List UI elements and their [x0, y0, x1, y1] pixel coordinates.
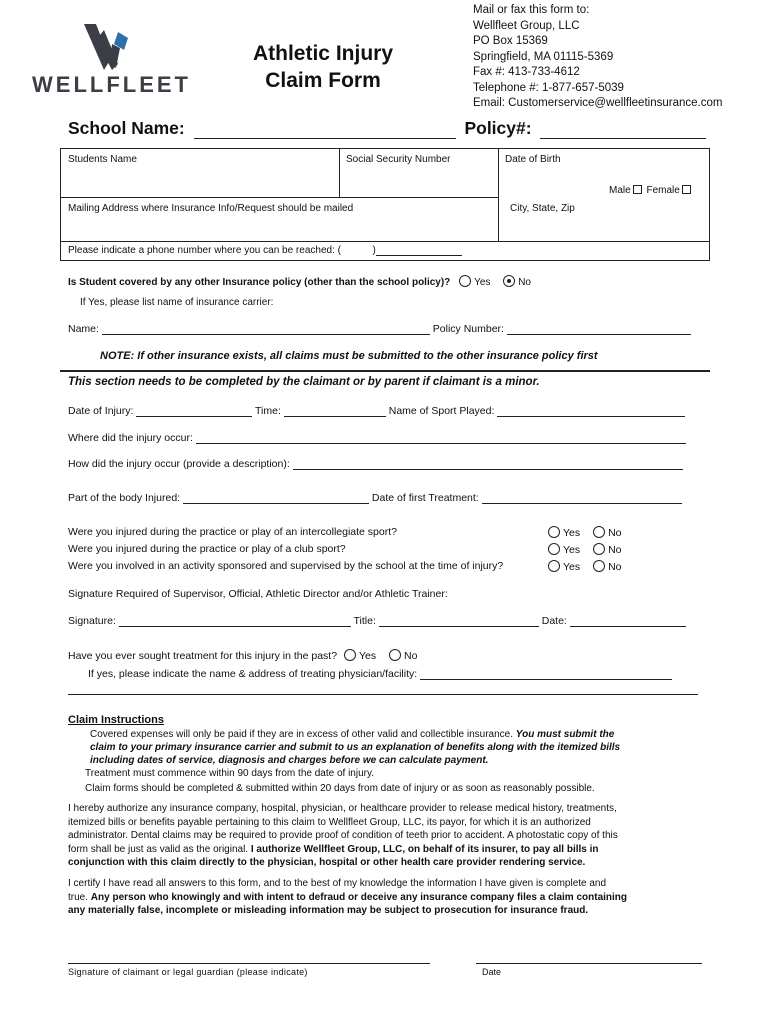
how-label: How did the injury occur (provide a description): [68, 458, 290, 470]
other-insurance-note: NOTE: If other insurance exists, all claims must be submitted to the other insurance policy first [100, 350, 598, 362]
certification-paragraph [68, 877, 704, 918]
q1-no-radio[interactable] [593, 526, 605, 538]
cert-bold-3: any materially false, incomplete or misleading information may be subject to prosecution for insurance fraud. [68, 905, 589, 916]
auth-line-3: administrator. Dental claims may be required to provide proof of condition of teeth prior to accident. A photostatic copy of this [68, 830, 618, 841]
date-of-injury-label: Date of Injury: [68, 405, 134, 417]
male-label: Male [609, 185, 631, 196]
mail-line: Wellfleet Group, LLC [473, 19, 580, 32]
logo [32, 22, 191, 97]
q-intercollegiate-options [548, 526, 622, 539]
q3-yes-radio[interactable] [548, 560, 560, 572]
other-insurance-row [68, 275, 531, 288]
name-label: Name: [68, 323, 99, 335]
other-insurance-yes-label: Yes [474, 277, 491, 288]
q3-yes-label: Yes [563, 561, 581, 573]
male-checkbox[interactable] [633, 185, 642, 194]
mail-info [473, 3, 722, 112]
body-part-field[interactable] [183, 503, 369, 504]
where-field[interactable] [196, 443, 686, 444]
school-name-label: School Name: [68, 118, 185, 138]
where-label: Where did the injury occur: [68, 432, 193, 444]
body-part-row [68, 492, 682, 504]
other-insurance-no-radio[interactable] [503, 275, 515, 287]
dob-cell[interactable]: Date of Birth [505, 154, 561, 165]
if-yes-carrier: If Yes, please list name of insurance carrier: [80, 297, 274, 308]
city-state-zip-cell[interactable]: City, State, Zip [510, 203, 575, 214]
signature-required: Signature Required of Supervisor, Official, Athletic Director and/or Athletic Trainer: [68, 588, 448, 600]
p1-normal: Covered expenses will only be paid if they are in excess of other valid and collectible insurance. [90, 729, 514, 740]
divider [60, 370, 710, 372]
other-insurance-yes-radio[interactable] [459, 275, 471, 287]
date-of-injury-field[interactable] [136, 416, 252, 417]
q-club-sport-options [548, 543, 622, 556]
supervisor-signature-field[interactable] [119, 626, 351, 627]
policy-number-field[interactable] [540, 138, 706, 139]
cert-bold-2: Any person who knowingly and with intent to defraud or deceive any insurance company files a claim containing [90, 891, 628, 903]
instructions-p2: Treatment must commence within 90 days from the date of injury. [85, 768, 375, 779]
where-row [68, 432, 686, 444]
claimant-section-heading: This section needs to be completed by the claimant or by parent if claimant is a minor. [68, 376, 540, 388]
authorization-paragraph [68, 802, 704, 870]
sought-no-label: No [404, 650, 418, 662]
sought-yes-radio[interactable] [344, 649, 356, 661]
q1-yes-label: Yes [563, 527, 581, 539]
students-name-cell[interactable]: Students Name [68, 154, 137, 165]
auth-bold-4: I authorize Wellfleet Group, LLC, on behalf of its insurer, to pay all bills in [250, 843, 599, 855]
ssn-cell[interactable]: Social Security Number [346, 154, 451, 165]
sport-field[interactable] [497, 416, 685, 417]
mail-line: Telephone #: 1-877-657-5039 [473, 81, 624, 94]
q3-no-label: No [608, 561, 622, 573]
injury-date-row [68, 405, 685, 417]
student-info-table [60, 148, 710, 261]
mailing-address-cell[interactable]: Mailing Address where Insurance Info/Request should be mailed [68, 203, 354, 214]
wellfleet-logo-icon [32, 22, 182, 72]
q-school-activity-options [548, 560, 622, 573]
carrier-policy-number-field[interactable] [507, 334, 691, 335]
sport-label: Name of Sport Played: [388, 405, 495, 417]
other-insurance-question: Is Student covered by any other Insurance policy (other than the school policy)? [68, 277, 451, 288]
logo-text: WELLFLEET [32, 72, 191, 97]
other-insurance-no-label: No [518, 277, 531, 288]
claim-instructions-heading: Claim Instructions [68, 714, 164, 726]
instructions-p3: Claim forms should be completed & submitted within 20 days from date of injury or as soon as reasonably possible. [85, 783, 595, 794]
form-title [238, 40, 408, 94]
q2-yes-radio[interactable] [548, 543, 560, 555]
auth-line-2: itemized bills or benefits payable pertaining to this claim to Wellfleet Group, LLC, its payor, for which it is an authorized [68, 816, 591, 828]
q2-no-label: No [608, 544, 622, 556]
how-field[interactable] [293, 469, 683, 470]
date-label: Date: [541, 615, 567, 627]
first-treatment-field[interactable] [482, 503, 682, 504]
carrier-name-field[interactable] [102, 334, 430, 335]
policy-label: Policy#: [464, 118, 532, 138]
school-policy-row [68, 118, 706, 139]
policy-number-label: Policy Number: [432, 323, 504, 335]
time-field[interactable] [284, 416, 386, 417]
sought-yes-label: Yes [358, 650, 377, 662]
female-checkbox[interactable] [682, 185, 691, 194]
physician-row [88, 668, 672, 680]
phone-close: ) [372, 245, 376, 256]
sought-no-radio[interactable] [389, 649, 401, 661]
claimant-signature-line[interactable] [68, 963, 430, 964]
instructions-p1 [90, 728, 706, 767]
school-name-field[interactable] [194, 138, 456, 139]
other-insurance-name-row [68, 323, 691, 335]
sought-treatment-question: Have you ever sought treatment for this injury in the past? [68, 650, 338, 662]
how-row [68, 458, 683, 470]
cert-line-1: I certify I have read all answers to this form, and to the best of my knowledge the information I have given is complete and [68, 878, 607, 889]
q1-yes-radio[interactable] [548, 526, 560, 538]
p1-bold-1: You must submit the [515, 729, 615, 740]
auth-line-4: form shall be just as valid as the original. [68, 843, 249, 855]
physician-field-2[interactable] [68, 694, 698, 695]
phone-field[interactable] [376, 255, 462, 256]
title-label: Title: [353, 615, 376, 627]
auth-line-1: I hereby authorize any insurance company, hospital, physician, or healthcare provider to release medical history, treatments, [68, 803, 617, 814]
mail-line: Springfield, MA 01115-5369 [473, 50, 614, 63]
signature-label: Signature: [68, 615, 116, 627]
mail-line: Mail or fax this form to: [473, 4, 590, 16]
p1-bold-3: including dates of service, diagnosis and charges before we can calculate payment. [90, 755, 489, 766]
claimant-date-label: Date [482, 967, 502, 977]
q3-no-radio[interactable] [593, 560, 605, 572]
claimant-signature-label: Signature of claimant or legal guardian (please indicate) [68, 967, 308, 977]
q-intercollegiate: Were you injured during the practice or play of an intercollegiate sport? [68, 526, 397, 538]
q2-no-radio[interactable] [593, 543, 605, 555]
q-school-activity: Were you involved in an activity sponsored and supervised by the school at the time of injury? [68, 560, 504, 572]
phone-row [68, 245, 462, 256]
q1-no-label: No [608, 527, 622, 539]
female-label: Female [646, 185, 680, 196]
body-part-label: Part of the body Injured: [68, 492, 181, 504]
supervisor-signature-row [68, 615, 686, 627]
mail-line: PO Box 15369 [473, 35, 548, 47]
sought-treatment-row [68, 649, 417, 662]
mail-line: Email: Customerservice@wellfleetinsurance.com [473, 97, 723, 109]
title-line-1: Athletic Injury [252, 42, 394, 65]
title-field[interactable] [379, 626, 539, 627]
gender-row [609, 185, 693, 196]
date-field[interactable] [570, 626, 686, 627]
mail-line: Fax #: 413-733-4612 [473, 66, 580, 78]
physician-label: If yes, please indicate the name & address of treating physician/facility: [88, 668, 418, 680]
p1-bold-2: claim to your primary insurance carrier and submit to us an explanation of benefits along with the itemized bills [90, 742, 621, 753]
physician-field[interactable] [420, 679, 672, 680]
claimant-date-line[interactable] [476, 963, 702, 964]
cert-line-2: true. [68, 891, 89, 903]
first-treatment-label: Date of first Treatment: [371, 492, 479, 504]
q2-yes-label: Yes [563, 544, 581, 556]
q-club-sport: Were you injured during the practice or play of a club sport? [68, 543, 346, 555]
title-line-2: Claim Form [265, 69, 381, 92]
auth-bold-5: conjunction with this claim directly to the physician, hospital or other health care provider rendering service. [68, 857, 586, 868]
phone-label: Please indicate a phone number where you can be reached: ( [68, 245, 341, 256]
time-label: Time: [255, 405, 281, 417]
